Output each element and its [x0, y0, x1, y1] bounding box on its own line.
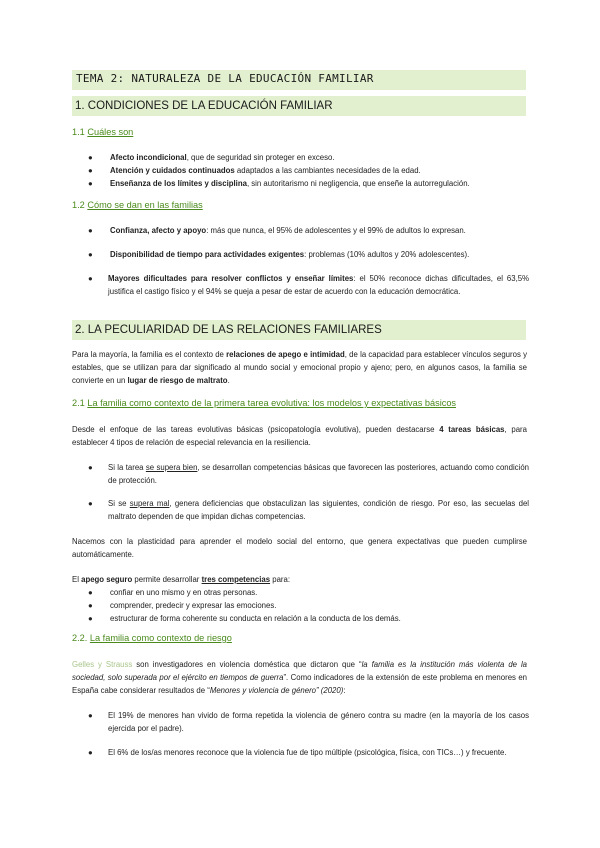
subheading-2-2: 2.2. La familia como contexto de riesgo	[72, 633, 232, 643]
secure-attachment-line: El apego seguro permite desarrollar tres competencias para:	[72, 575, 291, 584]
section-2-intro-paragraph: Para la mayoría, la familia es el contexto de relaciones de apego e intimidad, de la capacidad para establecer vínculos seguros y estables, que se utilizan para dar significado al mundo social y emocional propio y ajeno; pero, en algunos casos, la familia se convierte en un lugar de riesgo de maltrato.	[72, 350, 527, 385]
bullet-icon: ●	[88, 588, 93, 597]
document-page: TEMA 2: NATURALEZA DE LA EDUCACIÓN FAMILIAR 1. CONDICIONES DE LA EDUCACIÓN FAMILIAR 1.1 Cuáles son ● Afecto incondicional, que de seguridad sin proteger en exceso. ● Atención y cuidados continuados adaptados a las cambiantes necesidades de la edad. ● Enseñanza de los límites y disciplina, sin autoritarismo ni negligencia, que enseñe la autorregulación. 1.2 Cómo se dan en las familias ● Confianza, afecto y apoyo: más que nunca, el 95% de adolescentes y el 99% de adultos lo expresan. ● Disponibilidad de tiempo para actividades exigentes: problemas (10% adultos y 20% adolescentes). ● Mayores dificultades para resolver conflictos y enseñar límites: el 50% reconoce dichas dificultades, el 63,5% justifica el castigo físico y el 94% se queja a pesar de estar de acuerdo con la educación democrática. 2. LA PECULIARIDAD DE LAS RELACIONES FAMILIARES Para la mayoría, la familia es el contexto de relaciones de apego e intimidad, de la capacidad para establecer vínculos seguros y estables, que se utilizan para dar significado al mundo social y emocional propio y ajeno; pero, en algunos casos, la familia se convierte en un lugar de riesgo de maltrato. 2.1 La familia como contexto de la primera tarea evolutiva: los modelos y expectativas básicos Desde el enfoque de las tareas evolutivas básicas (psicopatología evolutiva), pueden destacarse 4 tareas básicas, para establecer 4 tipos de relación de especial relevancia en la resiliencia. ● Si la tarea se supera bien, se desarrollan competencias básicas que favorecen las posteriores, actuando como condición de protección. ● Si se supera mal, genera deficiencias que obstaculizan las siguientes, condición de riesgo. Por eso, las secuelas del maltrato dependen de que impidan dichas competencias. Nacemos con la plasticidad para aprender el modelo social del entorno, que genera expectativas que pueden cumplirse automáticamente. El apego seguro permite desarrollar tres competencias para: ● confiar en uno mismo y en otras personas. ● comprender, predecir y expresar las emociones. ● estructurar de forma coherente su conducta en relación a la conducta de los demás. 2.2. La familia como contexto de riesgo Gelles y Strauss son investigadores en violencia doméstica que dictaron que “la familia es la institución más violenta de la sociedad, solo superada por el ejército en tiempos de guerra”. Como indicadores de la extensión de este problema en menores en España cabe considerar resultados de “Menores y violencia de género” (2020): ● El 19% de menores han vivido de forma repetida la violencia de género contra su madre (en la mayoría de los casos ejercida por el padre). ● El 6% de los/as menores reconoce que la violencia fue de tipo múltiple (psicológica, física, con TICs…) y frecuente.	[72, 72, 530, 757]
bullet-icon: ●	[88, 166, 93, 175]
bullet-icon: ●	[88, 226, 93, 235]
subheading-1-2: 1.2 Cómo se dan en las familias	[72, 200, 203, 210]
section-2-heading-band	[72, 320, 526, 340]
subheading-2-1: 2.1 La familia como contexto de la primera tarea evolutiva: los modelos y expectativas básicos	[72, 398, 457, 408]
bullet-icon: ●	[88, 499, 93, 508]
section-1-heading-band	[72, 96, 526, 116]
bullet-icon: ●	[88, 250, 93, 259]
subheading-1-1: 1.1 Cuáles son	[72, 127, 134, 137]
bullet-icon: ●	[88, 179, 93, 188]
bullet-icon: ●	[88, 601, 93, 610]
bullet-icon: ●	[88, 274, 93, 283]
risk-paragraph: Gelles y Strauss son investigadores en violencia doméstica que dictaron que “la familia es la institución más violenta de la sociedad, solo superada por el ejército en tiempos de guerra”. Como indicadores de la extensión de este problema en menores en España cabe considerar resultados de “Menores y violencia de género” (2020):	[72, 660, 528, 695]
document-title-band	[72, 70, 526, 90]
section-2-heading: 2. LA PECULIARIDAD DE LAS RELACIONES FAMILIARES	[75, 324, 382, 336]
bullet-icon: ●	[88, 748, 93, 757]
section-1-heading: 1. CONDICIONES DE LA EDUCACIÓN FAMILIAR	[75, 100, 333, 112]
plasticity-paragraph: Nacemos con la plasticidad para aprender el modelo social del entorno, que genera expectativas que pueden cumplirse automáticamente.	[72, 537, 527, 559]
bullet-icon: ●	[88, 463, 93, 472]
tasks-paragraph: Desde el enfoque de las tareas evolutivas básicas (psicopatología evolutiva), pueden destacarse 4 tareas básicas, para establecer 4 tipos de relación de especial relevancia en la resiliencia.	[72, 425, 527, 447]
document-title: TEMA 2: NATURALEZA DE LA EDUCACIÓN FAMILIAR	[76, 72, 374, 85]
bullet-icon: ●	[88, 711, 93, 720]
bullet-icon: ●	[88, 153, 93, 162]
bullet-icon: ●	[88, 614, 93, 623]
